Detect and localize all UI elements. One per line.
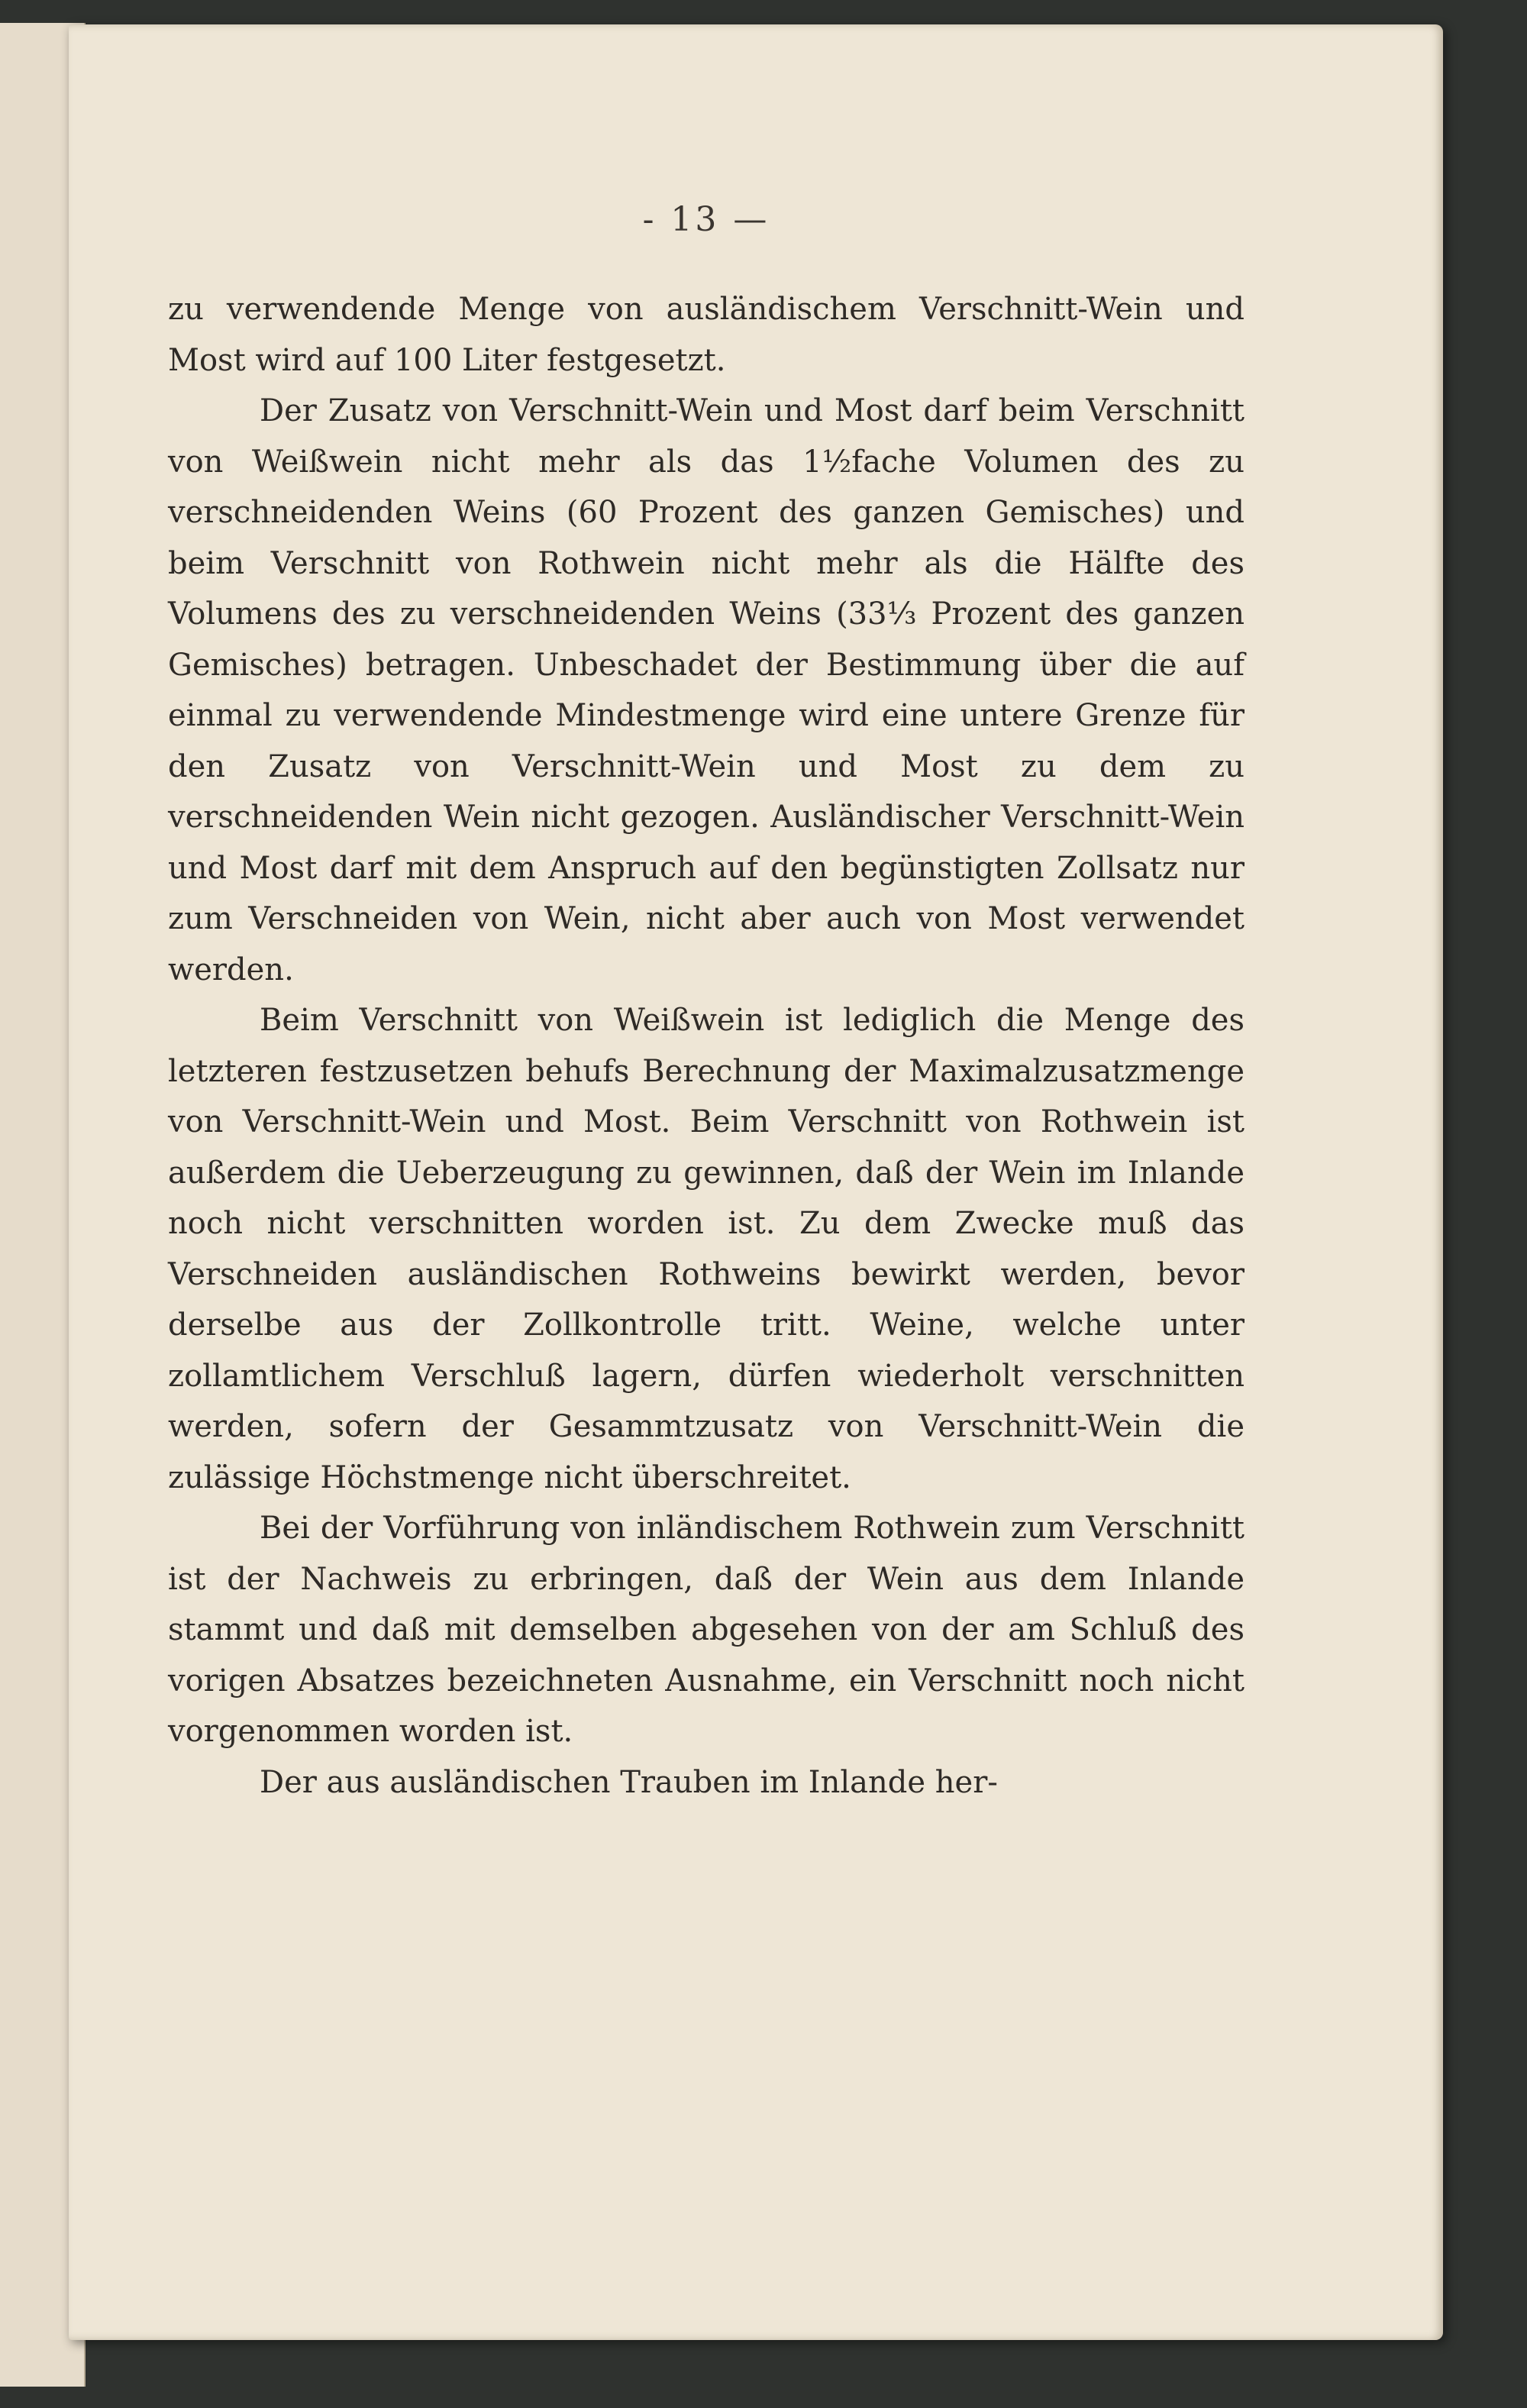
paragraph-zusatz: Der Zusatz von Verschnitt-Wein und Most darf beim Verschnitt von Weißwein nicht mehr als das 1½fache Volumen des zu verschneidenden Weins (60 Prozent des ganzen Gemisches) und beim Verschnitt von Rothwein nicht mehr als die Hälfte des Volumens des zu verschneidenden Weins (33⅓ Prozent des ganzen Gemisches) betragen. Unbeschadet der Bestimmung über die auf einmal zu verwendende Mindestmenge wird eine untere Grenze für den Zusatz von Verschnitt-Wein und Most zu dem zu verschneidenden Wein nicht gezogen. Ausländischer Verschnitt-Wein und Most darf mit dem Anspruch auf den begünstigten Zollsatz nur zum Verschneiden von Wein, nicht aber auch von Most verwendet werden. xyxy=(168,393,1245,987)
page-number: - 13 — xyxy=(642,200,770,239)
paragraph-trauben: Der aus ausländischen Trauben im Inlande her- xyxy=(260,1764,998,1800)
paragraph-continuation: zu verwendende Menge von ausländischem Verschnitt-Wein und Most wird auf 100 Liter festgesetzt. xyxy=(168,292,1245,378)
book-page xyxy=(69,24,1443,2340)
paragraph-verschnitt: Beim Verschnitt von Weißwein ist lediglich die Menge des letzteren festzusetzen behufs Berechnung der Maximalzusatzmenge von Verschnitt-Wein und Most. Beim Verschnitt von Rothwein ist außerdem die Ueberzeugung zu gewinnen, daß der Wein im Inlande noch nicht verschnitten worden ist. Zu dem Zwecke muß das Verschneiden ausländischen Rothweins bewirkt werden, bevor derselbe aus der Zollkontrolle tritt. Weine, welche unter zollamtlichem Verschluß lagern, dürfen wiederholt verschnitten werden, sofern der Gesammtzusatz von Verschnitt-Wein die zulässige Höchstmenge nicht überschreitet. xyxy=(168,1003,1245,1495)
paragraph-vorfuehrung: Bei der Vorführung von inländischem Rothwein zum Verschnitt ist der Nachweis zu erbringen, daß der Wein aus dem Inlande stammt und daß mit demselben abgesehen von der am Schluß des vorigen Absatzes bezeichneten Ausnahme, ein Verschnitt noch nicht vorgenommen worden ist. xyxy=(168,1511,1245,1749)
body-text xyxy=(168,284,1245,1808)
